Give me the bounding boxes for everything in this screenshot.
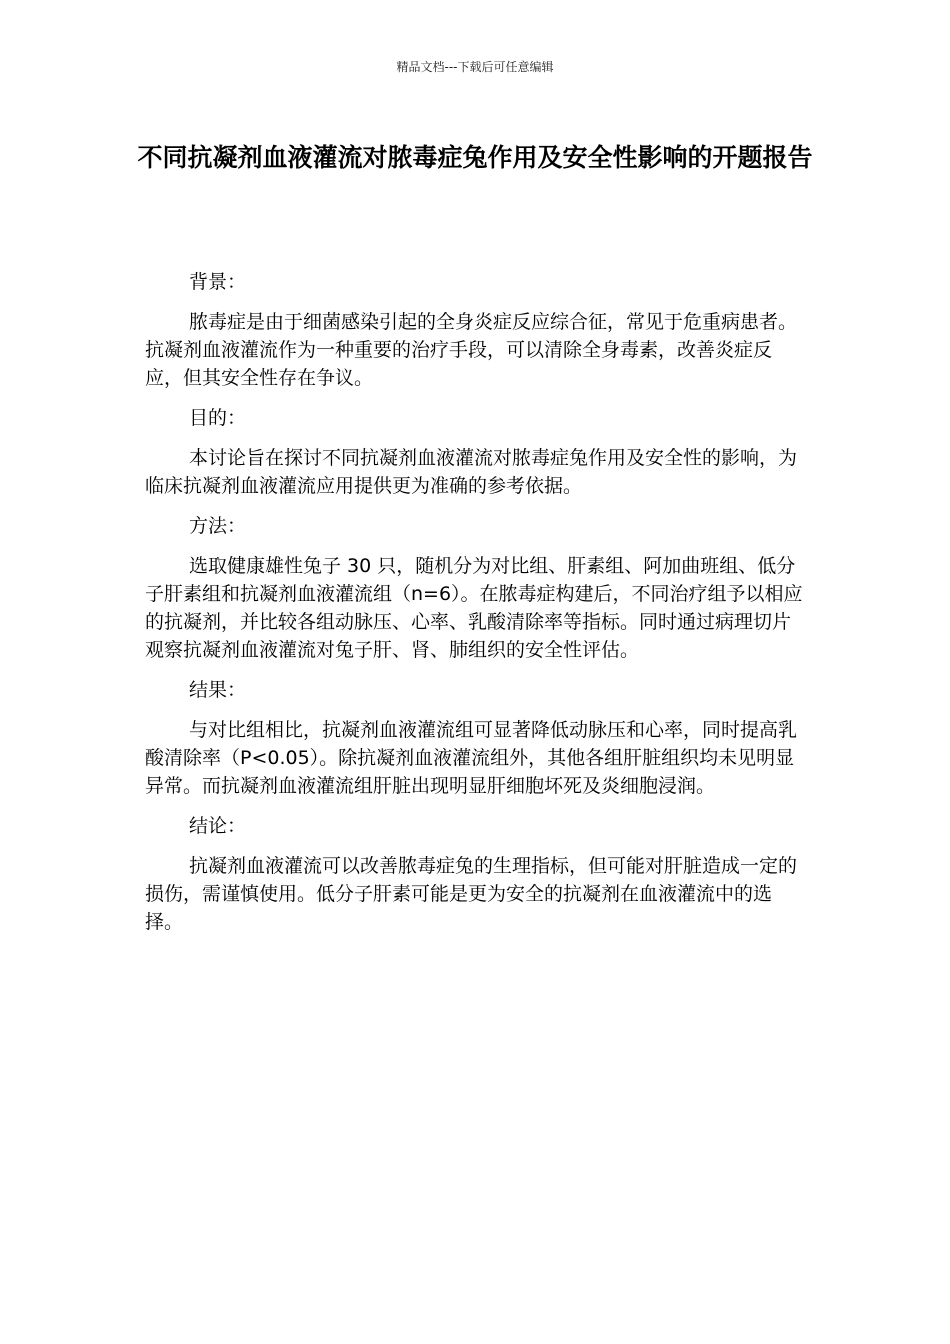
document-title: 不同抗凝剂血液灌流对脓毒症兔作用及安全性影响的开题报告 xyxy=(137,143,813,172)
section-label-background: 背景： xyxy=(189,271,247,293)
section-label-results: 结果： xyxy=(189,679,247,701)
document-body xyxy=(145,268,805,948)
section-text-background: 脓毒症是由于细菌感染引起的全身炎症反应综合征，常见于危重病患者。抗凝剂血液灌流作为一种重要的治疗手段，可以清除全身毒素，改善炎症反应，但其安全性存在争议。 xyxy=(145,311,798,389)
section-text-method: 选取健康雄性兔子 30 只，随机分为对比组、肝素组、阿加曲班组、低分子肝素组和抗凝剂血液灌流组（n=6）。在脓毒症构建后，不同治疗组予以相应的抗凝剂，并比较各组动脉压、心率、乳酸清除率等指标。同时通过病理切片观察抗凝剂血液灌流对兔子肝、肾、肺组织的安全性评估。 xyxy=(145,555,803,661)
section-text-purpose: 本讨论旨在探讨不同抗凝剂血液灌流对脓毒症兔作用及安全性的影响，为临床抗凝剂血液灌流应用提供更为准确的参考依据。 xyxy=(145,447,798,497)
section-label-conclusion: 结论： xyxy=(189,815,247,837)
section-label-method: 方法： xyxy=(189,515,247,537)
section-label-purpose: 目的： xyxy=(189,407,247,429)
page-header: 精品文档---下载后可任意编辑 xyxy=(396,60,554,74)
section-text-results: 与对比组相比，抗凝剂血液灌流组可显著降低动脉压和心率，同时提高乳酸清除率（P<0.05）。除抗凝剂血液灌流组外，其他各组肝脏组织均未见明显异常。而抗凝剂血液灌流组肝脏出现明显肝细胞坏死及炎细胞浸润。 xyxy=(145,719,798,797)
section-text-conclusion: 抗凝剂血液灌流可以改善脓毒症兔的生理指标，但可能对肝脏造成一定的损伤，需谨慎使用。低分子肝素可能是更为安全的抗凝剂在血液灌流中的选择。 xyxy=(145,855,798,933)
